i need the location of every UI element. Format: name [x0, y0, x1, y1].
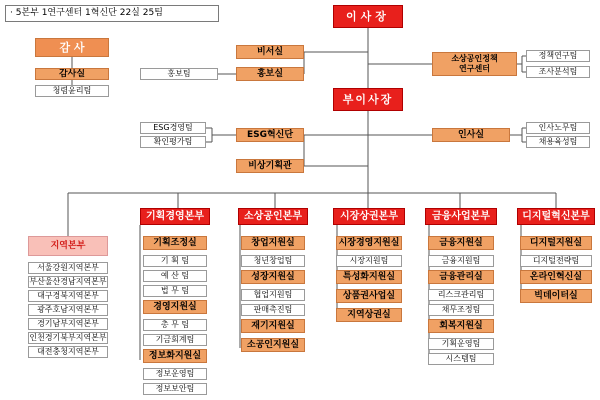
division-title[interactable]: 디지털혁신본부	[517, 208, 595, 225]
team-box[interactable]: 시장지원팀	[336, 255, 402, 267]
office-box[interactable]: 경영지원실	[143, 300, 207, 314]
office-box[interactable]: 특성화지원실	[336, 270, 402, 284]
office-box[interactable]: 소공인지원실	[241, 338, 305, 352]
division-title[interactable]: 기획경영본부	[140, 208, 210, 225]
team-box[interactable]: 디지털전략팀	[520, 255, 592, 267]
team-box[interactable]: 리스크관리팀	[428, 289, 494, 301]
hr-office[interactable]: 인사실	[432, 128, 510, 142]
regional-office[interactable]: 대구경북지역본부	[28, 290, 108, 302]
emergency-planning[interactable]: 비상기획관	[236, 159, 304, 173]
regional-office[interactable]: 경기남부지역본부	[28, 318, 108, 330]
pr-team[interactable]: 홍보팀	[140, 68, 218, 80]
research-center-line2: 연구센터	[459, 64, 490, 73]
office-box[interactable]: 온라인혁신실	[520, 270, 592, 284]
office-box[interactable]: 금융지원실	[428, 236, 494, 250]
office-box[interactable]: 시장경영지원실	[336, 236, 402, 250]
secretary-office[interactable]: 비서실	[236, 45, 304, 59]
audit-office[interactable]: 감사실	[35, 68, 109, 80]
research-center[interactable]	[432, 52, 517, 76]
office-box[interactable]: 상품권사업실	[336, 289, 402, 303]
office-box[interactable]: 금융관리실	[428, 270, 494, 284]
office-box[interactable]: 성장지원실	[241, 270, 305, 284]
division-title[interactable]: 시장상권본부	[333, 208, 405, 225]
division-title[interactable]: 소상공인본부	[238, 208, 308, 225]
division-title[interactable]: 금융사업본부	[425, 208, 497, 225]
office-box[interactable]: 지역상권실	[336, 308, 402, 322]
team-box[interactable]: 청년창업팀	[241, 255, 305, 267]
hr-team-2[interactable]: 채용육성팀	[526, 136, 590, 148]
team-box[interactable]: 기금회계팀	[143, 334, 207, 346]
audit-title[interactable]: 감 사	[35, 38, 109, 57]
office-box[interactable]: 재기지원실	[241, 319, 305, 333]
audit-team[interactable]: 청렴윤리팀	[35, 85, 109, 97]
vice-chair-box[interactable]: 부이사장	[333, 88, 403, 111]
esg-team-2[interactable]: 확인평가팀	[140, 136, 206, 148]
team-box[interactable]: 법 무 팀	[143, 285, 207, 297]
regional-office[interactable]: 서울강원지역본부	[28, 262, 108, 274]
team-box[interactable]: 판매촉진팀	[241, 304, 305, 316]
office-box[interactable]: 빅데이터실	[520, 289, 592, 303]
team-box[interactable]: 정보운영팀	[143, 368, 207, 380]
research-team-1[interactable]: 정책연구팀	[526, 50, 590, 62]
regional-office[interactable]: 부산울산경남지역본부	[29, 277, 107, 286]
regional-title[interactable]: 지역본부	[28, 236, 108, 256]
team-box[interactable]: 시스템팀	[428, 353, 494, 365]
office-box[interactable]: 디지털지원실	[520, 236, 592, 250]
research-team-2[interactable]: 조사분석팀	[526, 66, 590, 78]
team-box[interactable]: 협업지원팀	[241, 289, 305, 301]
regional-office[interactable]: 인천경기북부지역본부	[29, 333, 107, 342]
team-box[interactable]: 금융지원팀	[428, 255, 494, 267]
regional-office[interactable]: 대전충청지역본부	[28, 346, 108, 358]
esg-unit[interactable]: ESG혁신단	[236, 128, 304, 142]
pr-office[interactable]: 홍보실	[236, 67, 304, 81]
team-box[interactable]: 예 산 팀	[143, 270, 207, 282]
hr-team-1[interactable]: 인사노무팀	[526, 122, 590, 134]
chair-box[interactable]: 이사장	[333, 5, 403, 28]
team-box[interactable]: 기획운영팀	[428, 338, 494, 350]
office-box[interactable]: 창업지원실	[241, 236, 305, 250]
office-box[interactable]: 회복지원실	[428, 319, 494, 333]
office-box[interactable]: 기획조정실	[143, 236, 207, 250]
office-box[interactable]: 정보화지원실	[143, 349, 207, 363]
regional-office[interactable]: 광주호남지역본부	[28, 304, 108, 316]
team-box[interactable]: 채무조정팀	[428, 304, 494, 316]
team-box[interactable]: 정보보안팀	[143, 383, 207, 395]
research-center-line1: 소상공인정책	[451, 54, 498, 63]
team-box[interactable]: 총 무 팀	[143, 319, 207, 331]
team-box[interactable]: 기 획 팀	[143, 255, 207, 267]
org-summary: · 5본부 1연구센터 1혁신단 22실 25팀	[5, 5, 219, 22]
esg-team-1[interactable]: ESG경영팀	[140, 122, 206, 134]
